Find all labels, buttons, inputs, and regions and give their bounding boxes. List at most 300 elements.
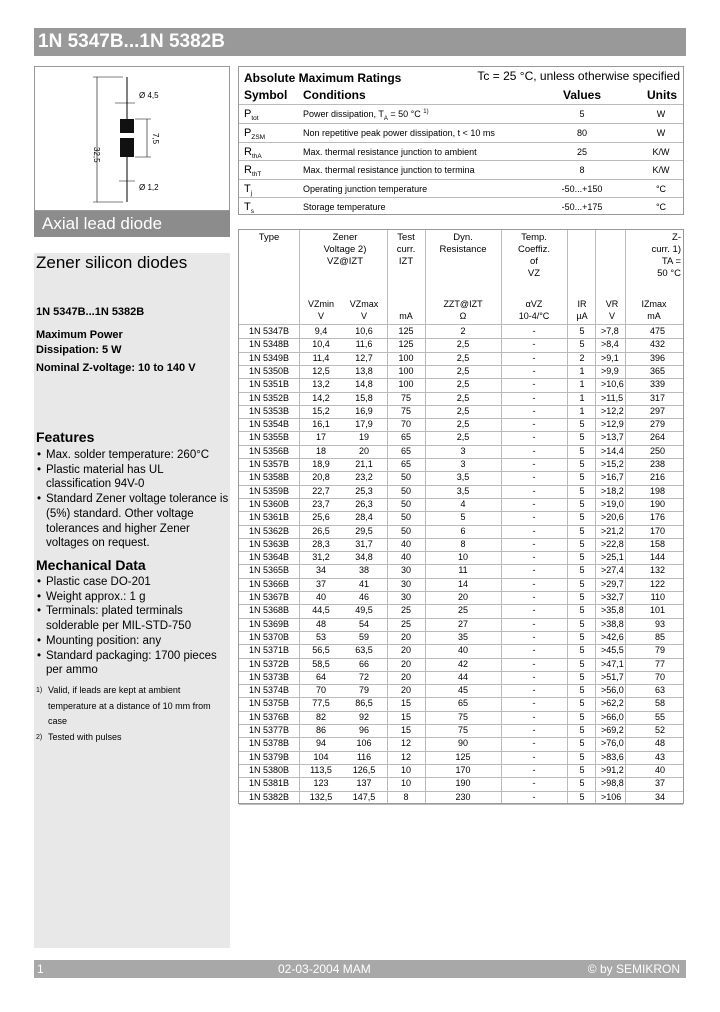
table-row <box>239 378 683 391</box>
cond-text: Storage temperature <box>303 202 386 212</box>
table-cell: 45 <box>457 685 468 696</box>
table-cell: 2,5 <box>456 432 470 443</box>
table-cell: 475 <box>649 326 665 336</box>
table-cell: - <box>532 512 536 523</box>
table-cell: 10,6 <box>355 326 373 336</box>
grid-line <box>239 804 683 805</box>
th-line: Resistance <box>439 244 487 255</box>
unit-symbol: ZZT@IZT <box>443 299 483 309</box>
table-cell: >42,6 <box>601 631 624 642</box>
table-cell: 1N 5347B <box>248 326 290 336</box>
rating-symbol <box>244 108 259 122</box>
units-row <box>239 310 683 323</box>
table-cell: - <box>532 778 536 789</box>
th-line: VZ <box>527 268 541 279</box>
footnotes <box>34 683 230 745</box>
table-cell: 5 <box>579 631 585 642</box>
rating-condition <box>303 109 429 122</box>
table-row <box>239 578 683 591</box>
list-item: • Mounting position: any <box>34 634 230 649</box>
unit-label: V <box>360 311 367 321</box>
table-cell: >83,6 <box>601 751 624 762</box>
table-cell: 1N 5360B <box>248 498 290 509</box>
table-cell: 58 <box>654 698 665 709</box>
table-cell: 2,5 <box>456 405 470 416</box>
ratings-row <box>239 104 683 124</box>
table-cell: 339 <box>649 379 665 390</box>
table-cell: 5 <box>579 432 585 443</box>
table-cell: - <box>532 445 536 456</box>
rating-value: 8 <box>579 165 585 175</box>
footnote-text: Tested with pulses <box>48 731 122 742</box>
table-cell: >69,2 <box>601 725 624 735</box>
table-row <box>239 631 683 644</box>
rating-value: 80 <box>576 128 587 138</box>
rating-symbol <box>244 127 265 141</box>
table-row <box>239 684 683 697</box>
th-temp <box>503 232 565 280</box>
table-cell: 10 <box>400 778 411 789</box>
rating-symbol <box>244 146 262 160</box>
table-cell: 16,1 <box>312 419 330 430</box>
table-cell: - <box>532 725 536 735</box>
th-line: IZT <box>398 256 414 267</box>
th-line: VZ@IZT <box>326 256 364 267</box>
table-cell: 2 <box>579 352 585 363</box>
table-cell: 264 <box>649 432 665 443</box>
table-row <box>239 551 683 564</box>
table-cell: 8 <box>403 791 409 802</box>
table-cell: 5 <box>579 472 585 483</box>
list-item: • Max. solder temperature: 260°C <box>34 448 230 463</box>
table-cell: - <box>532 751 536 762</box>
table-cell: 170 <box>649 525 665 536</box>
table-cell: 12 <box>400 738 411 749</box>
th-line: Voltage 2) <box>323 244 367 255</box>
table-cell: 29,5 <box>355 525 373 536</box>
table-cell: 1N 5359B <box>248 485 290 496</box>
footnote <box>34 730 230 746</box>
table-cell: 1N 5378B <box>248 738 290 749</box>
table-cell: 1N 5356B <box>248 445 290 456</box>
footnote-text: Valid, if leads are kept at ambient temperature at a distance of 10 mm from case <box>48 685 211 726</box>
table-cell: 92 <box>358 711 369 722</box>
table-cell: 5 <box>460 512 466 523</box>
table-cell: 48 <box>654 738 665 749</box>
table-cell: - <box>532 618 536 629</box>
table-cell: >29,7 <box>601 578 624 589</box>
th-type: Type <box>258 232 280 243</box>
table-cell: 20 <box>400 645 411 656</box>
unit-symbol: αVZ <box>525 299 543 309</box>
table-cell: >7,8 <box>601 326 619 336</box>
dim-dia2: Ø 1,2 <box>139 183 159 192</box>
table-row <box>239 777 683 790</box>
table-cell: - <box>532 685 536 696</box>
table-cell: 1N 5375B <box>248 698 290 709</box>
table-cell: 125 <box>398 339 414 350</box>
table-cell: >14,4 <box>601 445 624 456</box>
table-cell: 23,7 <box>312 498 330 509</box>
table-row <box>239 405 683 418</box>
table-cell: - <box>532 565 536 576</box>
table-cell: 100 <box>398 352 414 363</box>
zener-parameter-table <box>238 229 684 804</box>
table-cell: 137 <box>356 778 372 789</box>
table-cell: 20 <box>400 631 411 642</box>
table-cell: 1N 5374B <box>248 685 290 696</box>
table-cell: 5 <box>579 485 585 496</box>
table-cell: 21,1 <box>355 459 373 469</box>
table-cell: 10 <box>400 764 411 775</box>
table-cell: 5 <box>579 751 585 762</box>
table-cell: 1N 5371B <box>248 645 290 656</box>
table-cell: 1N 5361B <box>248 512 290 523</box>
table-cell: 18 <box>315 445 326 456</box>
table-cell: 30 <box>400 592 411 602</box>
table-cell: 75 <box>400 392 411 403</box>
table-cell: >51,7 <box>601 671 624 682</box>
table-cell: 106 <box>356 738 372 749</box>
table-cell: - <box>532 339 536 350</box>
th-line: curr. <box>396 244 416 255</box>
table-cell: 82 <box>315 711 326 722</box>
table-cell: 70 <box>315 685 326 696</box>
table-cell: 43 <box>654 751 665 762</box>
table-cell: 75 <box>457 725 468 735</box>
table-cell: 3,5 <box>456 472 470 483</box>
col-symbol: Symbol <box>244 88 288 102</box>
table-cell: 49,5 <box>355 605 373 616</box>
table-cell: 70 <box>654 671 665 682</box>
table-cell: 18,9 <box>312 459 330 469</box>
table-cell: 5 <box>579 791 585 802</box>
ratings-row <box>239 160 683 180</box>
table-row <box>239 658 683 671</box>
rating-value: 25 <box>576 147 587 157</box>
rating-value: 5 <box>579 109 585 119</box>
table-cell: 31,7 <box>355 538 373 549</box>
table-cell: 65 <box>400 445 411 456</box>
th-line: 50 °C <box>657 268 681 279</box>
table-cell: >11,5 <box>601 392 624 403</box>
symbol-subscript: s <box>250 208 254 216</box>
rating-unit: K/W <box>652 147 670 157</box>
table-row <box>239 791 683 804</box>
table-cell: 20 <box>400 658 411 669</box>
table-cell: 2,5 <box>456 339 470 350</box>
table-cell: 125 <box>455 751 471 762</box>
table-row <box>239 711 683 724</box>
table-cell: 1N 5352B <box>248 392 290 403</box>
rating-value: -50...+175 <box>561 202 603 212</box>
unit-symbol: VZmax <box>349 299 379 309</box>
table-cell: - <box>532 326 536 336</box>
unit-label: V <box>608 311 615 321</box>
table-cell: - <box>532 592 536 602</box>
table-cell: 66 <box>358 658 369 669</box>
table-cell: 5 <box>579 778 585 789</box>
symbol-letter: R <box>244 146 252 158</box>
table-cell: - <box>532 698 536 709</box>
table-cell: >10,6 <box>601 379 624 390</box>
th-line: Dyn. <box>453 232 473 243</box>
table-cell: 79 <box>358 685 369 696</box>
symbol-letter: T <box>244 183 251 195</box>
footnote <box>34 683 230 730</box>
table-row <box>239 538 683 551</box>
table-cell: 96 <box>358 725 369 735</box>
table-cell: - <box>532 392 536 403</box>
table-cell: 190 <box>649 498 665 509</box>
rating-unit: °C <box>655 202 667 212</box>
table-cell: 1N 5368B <box>248 605 290 616</box>
table-cell: 1N 5366B <box>248 578 290 589</box>
table-cell: 44 <box>457 671 468 682</box>
table-cell: 19 <box>358 432 369 443</box>
table-cell: 5 <box>579 538 585 549</box>
table-cell: 5 <box>579 738 585 749</box>
table-cell: 10,4 <box>312 339 330 350</box>
table-cell: 34,8 <box>355 552 373 563</box>
cond-text: Non repetitive peak power dissipation, t < 10 ms <box>303 128 495 138</box>
table-cell: 1N 5373B <box>248 671 290 682</box>
table-cell: 63 <box>654 685 665 696</box>
footer-copyright: © by SEMIKRON <box>587 962 680 976</box>
table-cell: 50 <box>400 472 411 483</box>
table-cell: 50 <box>400 512 411 523</box>
features-heading: Features <box>36 429 95 445</box>
unit-symbol: VZmin <box>307 299 334 309</box>
rating-symbol <box>244 164 261 178</box>
table-cell: - <box>532 671 536 682</box>
table-cell: 3 <box>460 445 466 456</box>
rating-unit: W <box>656 128 666 138</box>
symbol-subscript: j <box>250 190 253 198</box>
page-footer <box>34 960 686 978</box>
table-cell: >56,0 <box>601 685 624 696</box>
table-cell: - <box>532 738 536 749</box>
table-cell: 1N 5370B <box>248 631 290 642</box>
th-line: Zener <box>332 232 358 243</box>
unit-label: V <box>317 311 324 321</box>
table-cell: 65 <box>457 698 468 709</box>
footnote-mark: 2) <box>36 733 43 741</box>
unit-label: mA <box>399 311 413 321</box>
table-cell: 64 <box>315 671 326 682</box>
table-cell: 56,5 <box>312 645 330 656</box>
unit-label: mA <box>647 311 661 321</box>
rating-condition <box>303 147 477 160</box>
table-cell: 40 <box>457 645 468 656</box>
table-cell: 1N 5351B <box>248 379 290 390</box>
rating-condition <box>303 202 386 215</box>
list-item: • Standard Zener voltage tolerance is (5%) standard. Other voltage tolerances and higher Zener voltages on request. <box>34 492 230 551</box>
table-cell: 5 <box>579 339 585 350</box>
table-cell: 5 <box>579 605 585 616</box>
symbol-letter: T <box>244 201 251 213</box>
symbol-letter: R <box>244 164 252 176</box>
table-cell: 65 <box>400 432 411 443</box>
th-zener <box>301 232 389 268</box>
table-cell: 15 <box>400 698 411 709</box>
table-cell: 90 <box>457 738 468 749</box>
unit-label: 10-4/°C <box>518 311 550 321</box>
table-cell: 14,2 <box>312 392 330 403</box>
table-cell: 12 <box>400 751 411 762</box>
rating-condition <box>303 184 427 197</box>
cond-sup: 1) <box>423 109 429 115</box>
table-row <box>239 591 683 604</box>
table-cell: 144 <box>649 552 665 563</box>
table-cell: >12,2 <box>601 405 624 416</box>
table-row <box>239 352 683 365</box>
table-cell: 27 <box>457 618 468 629</box>
rating-unit: °C <box>655 184 667 194</box>
table-cell: 198 <box>649 485 665 496</box>
table-cell: 125 <box>398 326 414 336</box>
table-cell: 126,5 <box>352 764 376 775</box>
table-cell: 25 <box>457 605 468 616</box>
unit-symbol: VR <box>605 299 619 309</box>
table-cell: >13,7 <box>601 432 624 443</box>
table-cell: 147,5 <box>352 791 376 802</box>
table-cell: - <box>532 645 536 656</box>
table-cell: 5 <box>579 671 585 682</box>
table-row <box>239 724 683 737</box>
table-cell: 14,8 <box>355 379 373 390</box>
table-cell: 30 <box>400 578 411 589</box>
table-cell: 55 <box>654 711 665 722</box>
table-cell: 1N 5363B <box>248 538 290 549</box>
table-cell: 11,4 <box>312 352 330 363</box>
list-item: • Terminals: plated terminals solderable per MIL-STD-750 <box>34 604 230 633</box>
table-cell: 365 <box>649 365 665 376</box>
table-cell: 34 <box>654 791 665 802</box>
table-cell: 26,5 <box>312 525 330 536</box>
table-cell: 22,7 <box>312 485 330 496</box>
symbol-subscript: thA <box>251 153 262 161</box>
table-cell: >47,1 <box>601 658 624 669</box>
table-cell: 176 <box>649 512 665 523</box>
table-cell: 5 <box>579 592 585 602</box>
table-cell: - <box>532 791 536 802</box>
table-cell: 17,9 <box>355 419 373 430</box>
power-line-2: Dissipation: 5 W <box>36 344 122 356</box>
table-cell: 40 <box>654 764 665 775</box>
col-units: Units <box>647 88 677 102</box>
th-line: of <box>530 256 538 267</box>
table-cell: 132,5 <box>309 791 333 802</box>
rating-unit: K/W <box>652 165 670 175</box>
table-row <box>239 737 683 750</box>
col-conditions: Conditions <box>303 88 366 102</box>
table-cell: 28,3 <box>312 538 330 549</box>
cond-sub: A <box>383 115 388 122</box>
table-cell: 2 <box>460 326 466 336</box>
table-cell: 16,9 <box>355 405 373 416</box>
features-list <box>34 448 230 551</box>
table-cell: >32,7 <box>601 592 624 602</box>
ratings-row <box>239 123 683 143</box>
table-cell: 40 <box>315 592 326 602</box>
table-row <box>239 564 683 577</box>
table-cell: 53 <box>315 631 326 642</box>
table-cell: 25,6 <box>312 512 330 523</box>
table-cell: 4 <box>460 498 466 509</box>
table-cell: 13,2 <box>312 379 330 390</box>
unit-label: Ω <box>459 311 467 321</box>
table-cell: 14 <box>457 578 468 589</box>
table-cell: 1N 5364B <box>248 552 290 563</box>
table-cell: 15 <box>400 725 411 735</box>
table-cell: 5 <box>579 419 585 430</box>
table-cell: 317 <box>649 392 665 403</box>
table-cell: 5 <box>579 618 585 629</box>
table-cell: 13,8 <box>355 365 373 376</box>
table-cell: - <box>532 764 536 775</box>
rating-condition <box>303 128 495 141</box>
side-subtitle: 1N 5347B...1N 5382B <box>36 306 145 318</box>
table-cell: - <box>532 525 536 536</box>
table-cell: >98,8 <box>601 778 624 789</box>
table-cell: 1N 5357B <box>248 459 290 469</box>
table-row <box>239 458 683 471</box>
table-cell: 123 <box>313 778 329 789</box>
table-row <box>239 511 683 524</box>
table-cell: 11,6 <box>355 339 373 350</box>
table-cell: 1N 5348B <box>248 339 290 350</box>
table-cell: >106 <box>601 791 622 802</box>
table-cell: 41 <box>358 578 369 589</box>
table-cell: 2,5 <box>456 392 470 403</box>
table-cell: - <box>532 472 536 483</box>
table-cell: 75 <box>400 405 411 416</box>
rating-symbol <box>244 183 252 197</box>
table-cell: 48 <box>315 618 326 629</box>
table-cell: 279 <box>649 419 665 430</box>
table-cell: 93 <box>654 618 665 629</box>
table-cell: 40 <box>400 552 411 563</box>
table-row <box>239 338 683 351</box>
table-cell: 113,5 <box>310 764 332 775</box>
table-cell: 75 <box>457 711 468 722</box>
diode-drawing <box>35 67 229 210</box>
table-cell: 1N 5381B <box>248 778 290 789</box>
table-cell: 104 <box>313 751 329 762</box>
table-cell: >18,2 <box>601 485 624 496</box>
table-cell: 15,2 <box>312 405 330 416</box>
table-cell: 34 <box>315 565 326 576</box>
table-cell: - <box>532 538 536 549</box>
table-cell: 5 <box>579 685 585 696</box>
cond-text: Operating junction temperature <box>303 184 428 194</box>
table-cell: 5 <box>579 578 585 589</box>
table-cell: 8 <box>460 538 466 549</box>
table-cell: 20 <box>400 671 411 682</box>
ratings-row <box>239 197 683 217</box>
table-row <box>239 618 683 631</box>
table-cell: >22,8 <box>601 538 624 549</box>
table-cell: 5 <box>579 498 585 509</box>
footer-date: 02-03-2004 MAM <box>278 962 371 976</box>
table-cell: 70 <box>400 419 411 430</box>
table-cell: >19,0 <box>601 498 624 509</box>
table-cell: >16,7 <box>601 472 624 483</box>
table-cell: 238 <box>649 459 665 469</box>
table-cell: 5 <box>579 711 585 722</box>
table-cell: 5 <box>579 764 585 775</box>
